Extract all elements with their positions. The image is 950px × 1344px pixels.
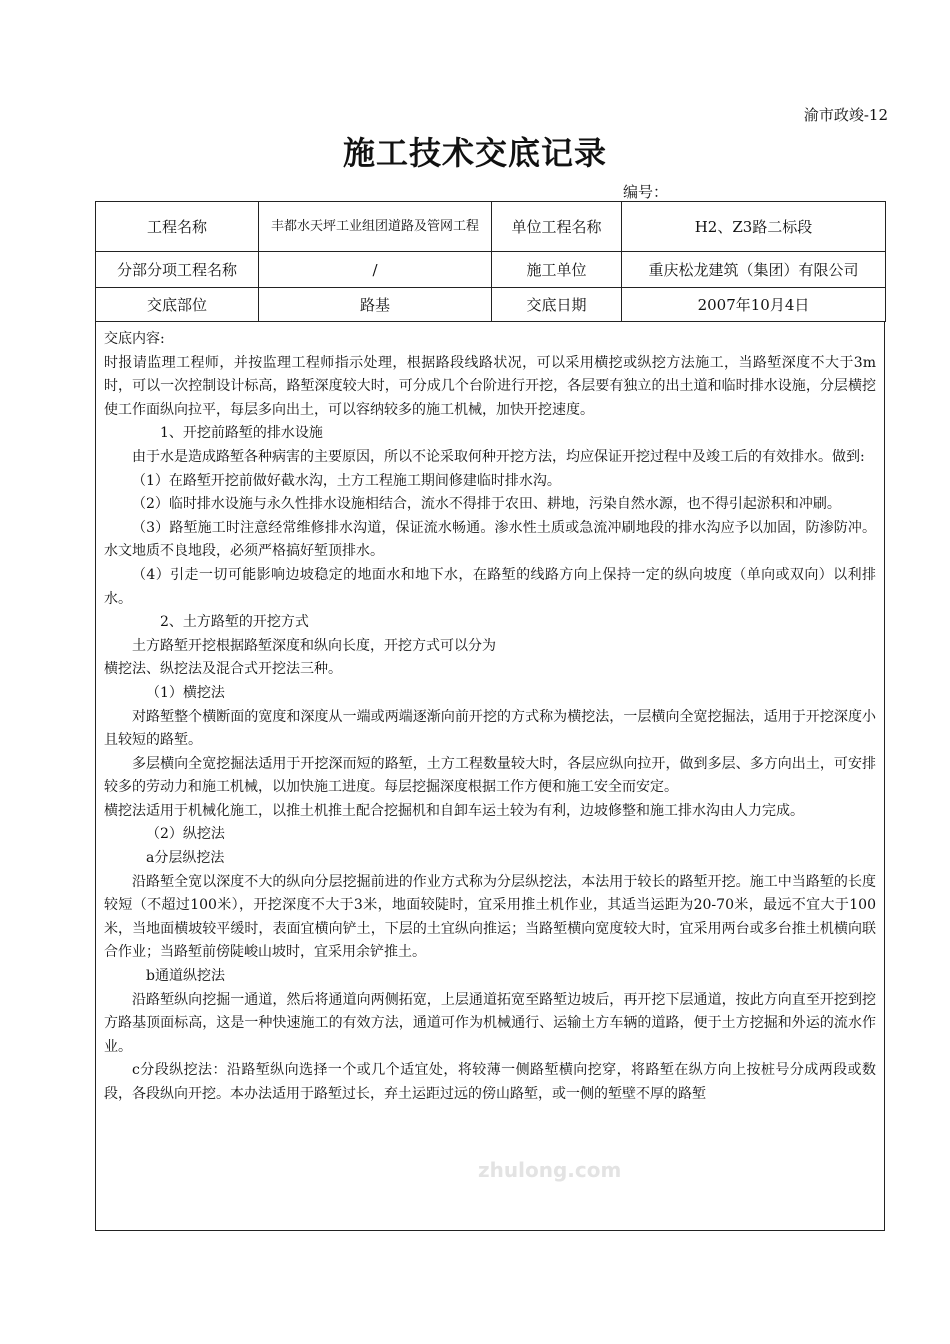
watermark: zhulong.com (478, 1158, 622, 1182)
contractor-label: 施工单位 (492, 252, 622, 288)
location-label: 交底部位 (96, 288, 259, 322)
content-label: 交底内容: (104, 331, 165, 347)
content-paragraph: 由于水是造成路堑各种病害的主要原因，所以不论采取何种开挖方法，均应保证开挖过程中及竣工后的有效排水。做到: (132, 448, 865, 465)
content-paragraph: 横挖法适用于机械化施工，以推土机推土配合挖掘机和自卸车运土较为有利，边坡修整和施工排水沟由人力完成。 (104, 802, 804, 819)
content-paragraph: （4）引走一切可能影响边坡稳定的地面水和地下水，在路堑的线路方向上保持一定的纵向坡度（单向或双向）以利排水。 (104, 566, 876, 607)
info-row (96, 252, 886, 288)
location-value: 路基 (259, 288, 492, 322)
content-paragraph: 土方路堑开挖根据路堑深度和纵向长度，开挖方式可以分为 (132, 637, 496, 654)
date-label: 交底日期 (492, 288, 622, 322)
unit-project-value: H2、Z3路二标段 (622, 202, 886, 252)
serial-number-label: 编号： (623, 183, 669, 201)
unit-project-label: 单位工程名称 (492, 202, 622, 252)
info-table (95, 201, 886, 322)
document-title: 施工技术交底记录 (342, 134, 607, 172)
subsection-heading: （1）横挖法 (146, 684, 225, 701)
subsection-heading: （2）纵挖法 (146, 826, 225, 843)
project-name-value: 丰都水天坪工业组团道路及管网工程 (259, 202, 492, 252)
contractor-value: 重庆松龙建筑（集团）有限公司 (622, 252, 886, 288)
date-value: 2007年10月4日 (622, 288, 886, 322)
content-paragraph: 沿路堑全宽以深度不大的纵向分层挖掘前进的作业方式称为分层纵挖法，本法用于较长的路堑开挖。施工中当路堑的长度较短（不超过100米），开挖深度不大于3米，地面较陡时，宜采用推土机作业，其适当运距为20-70米，最远不宜大于100米，当地面横坡较平缓时，表面宜横向铲土，下层的土宜纵向推运；当路堑横向宽度较大时，宜采用两台或多台推土机横向联合作业；当路堑前傍陡峻山坡时，宜采用余铲推土。 (104, 873, 876, 961)
content-paragraph: （2）临时排水设施与永久性排水设施相结合，流水不得排于农田、耕地，污染自然水源，也不得引起淤积和冲刷。 (132, 496, 841, 513)
subsection-heading: b通道纵挖法 (146, 968, 225, 985)
content-paragraph: （3）路堑施工时注意经常维修排水沟道，保证流水畅通。渗水性土质或急流冲刷地段的排水沟应予以加固，防渗防冲。水文地质不良地段，必须严格搞好堑顶排水。 (104, 519, 876, 560)
content-paragraph: 时报请监理工程师，并按监理工程师指示处理，根据路段线路状况，可以采用横挖或纵挖方法施工，当路堑深度不大于3m时，可以一次控制设计标高，路堑深度较大时，可分成几个台阶进行开挖，各层要有独立的出土道和临时排水设施，分层横挖使工作面纵向拉平，每层多向出土，可以容纳较多的施工机械，加快开挖速度。 (104, 354, 876, 418)
content-paragraph: c分段纵挖法：沿路堑纵向选择一个或几个适宜处，将较薄一侧路堑横向挖穿，将路堑在纵方向上按桩号分成两段或数段，各段纵向开挖。本办法适用于路堑过长，弃土运距过远的傍山路堑，或一侧的堑壁不厚的路堑 (104, 1062, 876, 1102)
content-paragraph: 对路堑整个横断面的宽度和深度从一端或两端逐渐向前开挖的方式称为横挖法，一层横向全宽挖掘法，适用于开挖深度小且较短的路堑。 (104, 708, 876, 749)
sub-project-label: 分部分项工程名称 (96, 252, 259, 288)
info-row (96, 202, 886, 252)
info-row (96, 288, 886, 322)
content-box (95, 322, 885, 1231)
content-paragraph: 多层横向全宽挖掘法适用于开挖深而短的路堑，土方工程数量较大时，各层应纵向拉开，做到多层、多方向出土，可安排较多的劳动力和施工机械，以加快施工进度。每层挖掘深度根据工作方便和施工安全而安定。 (104, 755, 876, 796)
sub-project-value: / (259, 252, 492, 288)
content-paragraph: 沿路堑纵向挖掘一通道，然后将通道向两侧拓宽，上层通道拓宽至路堑边坡后，再开挖下层通道，按此方向直至开挖到挖方路基顶面标高，这是一种快速施工的有效方法，通道可作为机械通行、运输土方车辆的道路，便于土方挖掘和外运的流水作业。 (104, 991, 876, 1055)
project-name-label: 工程名称 (96, 202, 259, 252)
content-paragraph: （1）在路堑开挖前做好截水沟，土方工程施工期间修建临时排水沟。 (132, 472, 561, 489)
section-heading: 2、土方路堑的开挖方式 (160, 614, 309, 631)
subsection-heading: a分层纵挖法 (146, 850, 225, 867)
form-code: 渝市政竣-12 (803, 106, 888, 124)
section-heading: 1、开挖前路堑的排水设施 (160, 425, 323, 442)
content-paragraph: 横挖法、纵挖法及混合式开挖法三种。 (104, 661, 342, 678)
